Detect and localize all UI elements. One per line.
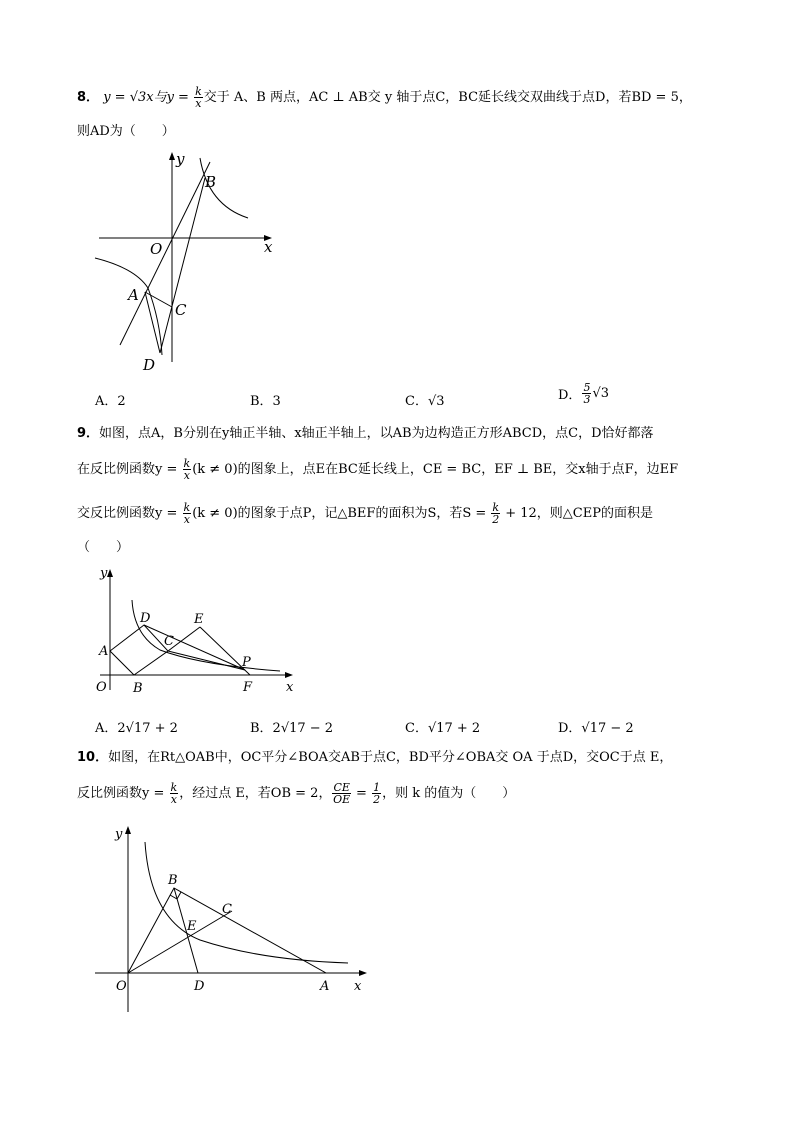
- q8-line-AB: [120, 162, 210, 345]
- q9-fraction-2: $\frac{k}{x}$: [183, 501, 191, 526]
- q8-line2: 则AD为（ ）: [77, 124, 175, 139]
- q10-figure: [90, 820, 380, 1020]
- q8-figure: [90, 150, 290, 380]
- q10-segment-OC: [128, 911, 232, 973]
- q8-hyperbola-lower: [95, 258, 162, 355]
- q8-label-D: D: [143, 356, 156, 374]
- q8-segment-AC: [145, 292, 172, 307]
- q10-label-E: E: [187, 919, 197, 934]
- q8-y-arrow-icon: [169, 152, 175, 160]
- q10-line2: 反比例函数y = $\frac{k}{x}$ ，经过点 E，若OB = 2， $\frac{CE}{OE}$ = $\frac{1}{2}$ ，则 k 的值为（ ）: [77, 781, 516, 806]
- q10-label-y: y: [115, 827, 123, 842]
- q8-fraction: $\frac{k}{x}$: [195, 85, 202, 110]
- q10-triangle-OAB: [128, 888, 326, 973]
- q9-number: 9．: [77, 426, 100, 441]
- q9-fraction-3: $\frac{k}{2}$: [492, 501, 500, 526]
- q9-option-d[interactable]: D．√17 − 2: [558, 721, 634, 736]
- q8-line1-post: 交于 A、B 两点，AC ⊥ AB交 y 轴于点C，BC延长线交双曲线于点D，若BD = 5，: [203, 90, 692, 105]
- q8-option-c[interactable]: C．√3: [405, 394, 445, 409]
- q10-line1: [77, 748, 672, 768]
- q9-option-c[interactable]: C．√17 + 2: [405, 721, 481, 736]
- q8-number: 8．: [77, 90, 100, 105]
- q9-fraction-1: $\frac{k}{x}$: [183, 457, 191, 482]
- q10-line1-text: 如图，在Rt△OAB中，OC平分∠BOA交AB于点C，BD平分∠OBA交 OA 于点D，交OC于点 E，: [108, 750, 673, 765]
- q8-label-y: y: [176, 150, 185, 168]
- q10-label-C: C: [222, 902, 232, 917]
- q9-segment-CP: [168, 651, 245, 670]
- q8-label-O: O: [150, 240, 163, 258]
- q9-line4: （ ）: [77, 540, 130, 555]
- q10-label-D: D: [194, 979, 205, 994]
- q8-line1-pre: y = √3x与y =: [103, 90, 194, 105]
- q9-label-O: O: [96, 680, 107, 695]
- q8-option-a[interactable]: A．2: [95, 394, 126, 409]
- q9-label-E: E: [194, 612, 204, 627]
- q10-x-arrow-icon: [359, 970, 367, 976]
- q9-label-B: B: [133, 681, 143, 696]
- q8-segment-BD: [160, 178, 205, 353]
- q10-y-arrow-icon: [125, 826, 131, 834]
- q9-x-arrow-icon: [285, 672, 293, 678]
- q9-option-b[interactable]: B．2√17 − 2: [250, 721, 334, 736]
- q9-label-C: C: [164, 634, 174, 649]
- q8-option-b[interactable]: B．3: [250, 394, 281, 409]
- q8-option-d[interactable]: D． $\frac{5}{3}$ √3: [558, 381, 609, 406]
- q10-fraction-2: $\frac{CE}{OE}$: [333, 781, 351, 806]
- q10-number: 10．: [77, 750, 109, 765]
- q8-label-B: B: [205, 173, 217, 191]
- q8-label-x: x: [264, 238, 273, 256]
- q10-label-O: O: [116, 979, 127, 994]
- q8-label-A: A: [128, 286, 139, 304]
- q10-label-x: x: [354, 979, 362, 994]
- q8-label-C: C: [175, 301, 187, 319]
- q9-label-P: P: [242, 655, 251, 670]
- q9-label-x: x: [286, 680, 294, 695]
- q9-label-y: y: [100, 566, 108, 581]
- q8-line1: [77, 86, 692, 109]
- q9-option-a[interactable]: A．2√17 + 2: [95, 721, 178, 736]
- q10-fraction-1: $\frac{k}{x}$: [170, 781, 178, 806]
- q9-label-F: F: [243, 680, 253, 695]
- q10-label-B: B: [168, 873, 178, 888]
- q9-figure: [90, 565, 305, 705]
- q10-fraction-3: $\frac{1}{2}$: [373, 781, 381, 806]
- q9-line2: 在反比例函数y = $\frac{k}{x}$ (k ≠ 0)的图象上，点E在BC延长线上，CE = BC，EF ⊥ BE，交x轴于点F，边EF: [77, 457, 679, 482]
- q9-line1-text: 如图，点A，B分别在y轴正半轴、x轴正半轴上，以AB为边构造正方形ABCD，点C，D恰好都落: [99, 426, 654, 441]
- q9-label-D: D: [140, 611, 151, 626]
- q9-line3: 交反比例函数y = $\frac{k}{x}$ (k ≠ 0)的图象于点P，记△BEF的面积为S，若S = $\frac{k}{2}$ + 12，则△CEP的面积是: [77, 501, 653, 526]
- q9-label-A: A: [99, 644, 109, 659]
- q9-line1: [77, 424, 654, 444]
- q10-label-A: A: [320, 979, 330, 994]
- q9-y-arrow-icon: [107, 569, 113, 577]
